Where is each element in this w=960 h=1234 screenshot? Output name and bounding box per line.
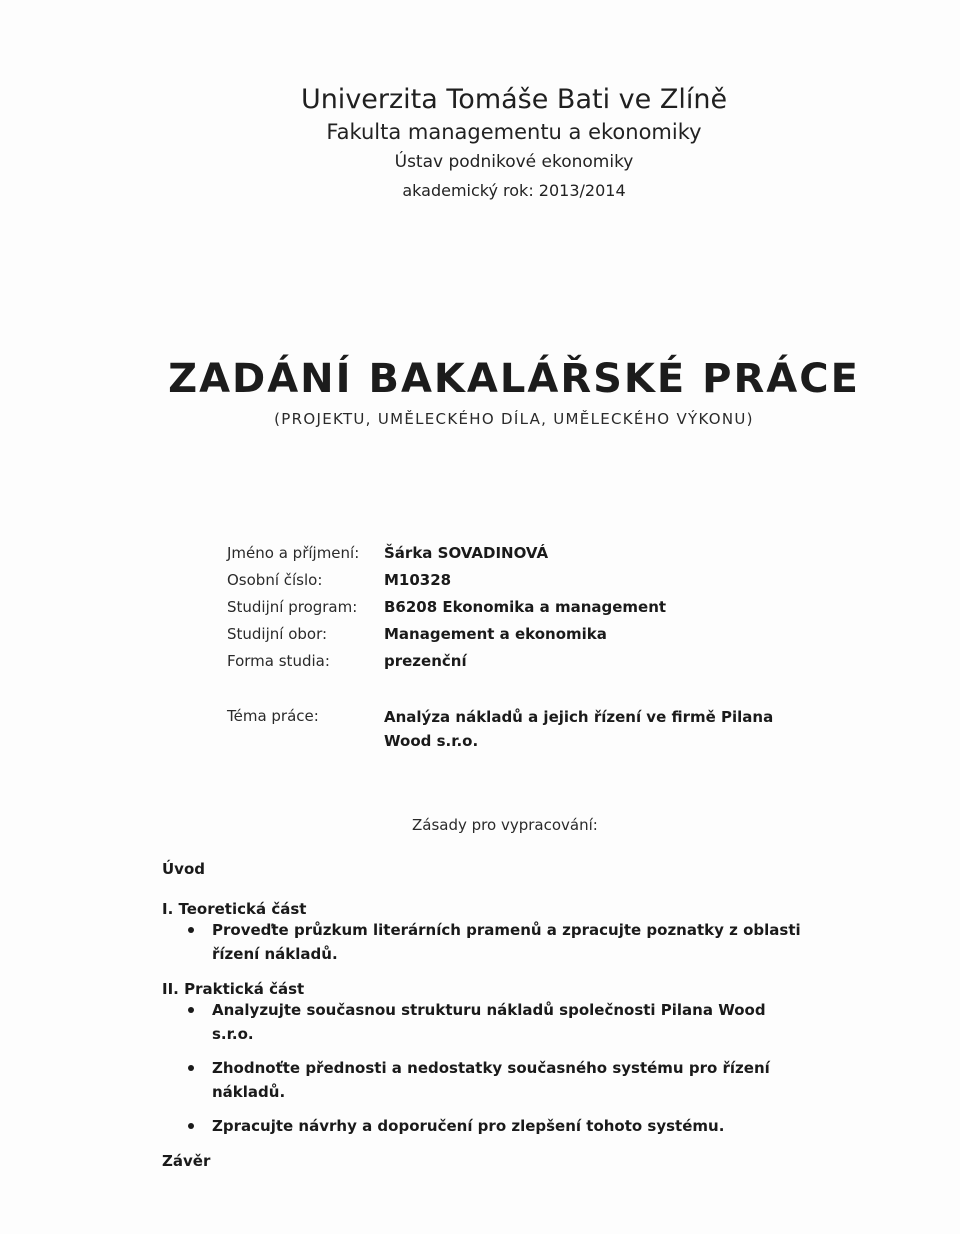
practical-heading: II. Praktická část: [162, 980, 305, 998]
bullet-icon: [188, 1123, 194, 1129]
list-item-text: Zpracujte návrhy a doporučení pro zlepšení tohoto systému.: [212, 1117, 725, 1135]
theory-heading: I. Teoretická část: [162, 900, 307, 918]
university-name: Univerzita Tomáše Bati ve Zlíně: [300, 84, 728, 115]
id-label: Osobní číslo:: [227, 570, 323, 589]
id-value: M10328: [384, 570, 452, 589]
topic-value: Analýza nákladů a jejich řízení ve firmě Pilana Wood s.r.o.: [384, 708, 774, 750]
list-item-text: Analyzujte současnou strukturu nákladů společnosti Pilana Wood s.r.o.: [212, 1001, 766, 1043]
bullet-icon: [188, 927, 194, 933]
list-item: [162, 1056, 812, 1104]
theory-list: [162, 918, 842, 966]
faculty-name: Fakulta managementu a ekonomiky: [326, 120, 702, 144]
form-value: prezenční: [384, 651, 467, 670]
institute-name: Ústav podnikové ekonomiky: [394, 152, 634, 172]
field-value: Management a ekonomika: [384, 624, 607, 643]
title-block: [0, 356, 960, 428]
info-row-id: [227, 566, 666, 593]
bullet-icon: [188, 1065, 194, 1071]
intro-heading: Úvod: [162, 860, 206, 878]
name-value: Šárka SOVADINOVÁ: [384, 543, 549, 562]
field-label: Studijní obor:: [227, 624, 328, 643]
document-header: [0, 86, 960, 199]
program-value: B6208 Ekonomika a management: [384, 597, 667, 616]
practical-list: [162, 998, 842, 1138]
name-label: Jméno a příjmení:: [227, 543, 360, 562]
list-item-text: Proveďte průzkum literárních pramenů a zpracujte poznatky z oblasti řízení nákladů.: [212, 921, 801, 963]
page-title: ZADÁNÍ BAKALÁŘSKÉ PRÁCE: [168, 356, 860, 402]
principles-heading: Zásady pro vypracování:: [412, 816, 598, 834]
list-item: [162, 1114, 812, 1138]
info-row-field: [227, 620, 666, 647]
academic-year: akademický rok: 2013/2014: [402, 181, 626, 200]
principles-sections: [162, 860, 842, 1170]
info-row-program: [227, 593, 666, 620]
topic-label: Téma práce:: [227, 707, 319, 725]
program-label: Studijní program:: [227, 597, 358, 616]
list-item-text: Zhodnoťte přednosti a nedostatky současného systému pro řízení nákladů.: [212, 1059, 770, 1101]
form-label: Forma studia:: [227, 651, 330, 670]
thesis-topic: [227, 705, 824, 753]
page-subtitle: (PROJEKTU, UMĚLECKÉHO DÍLA, UMĚLECKÉHO VÝKONU): [274, 410, 754, 428]
conclusion-heading: Závěr: [162, 1152, 211, 1170]
student-info: [227, 539, 666, 674]
bullet-icon: [188, 1007, 194, 1013]
info-row-name: [227, 539, 666, 566]
list-item: [162, 998, 812, 1046]
list-item: [162, 918, 812, 966]
info-row-form: [227, 647, 666, 674]
